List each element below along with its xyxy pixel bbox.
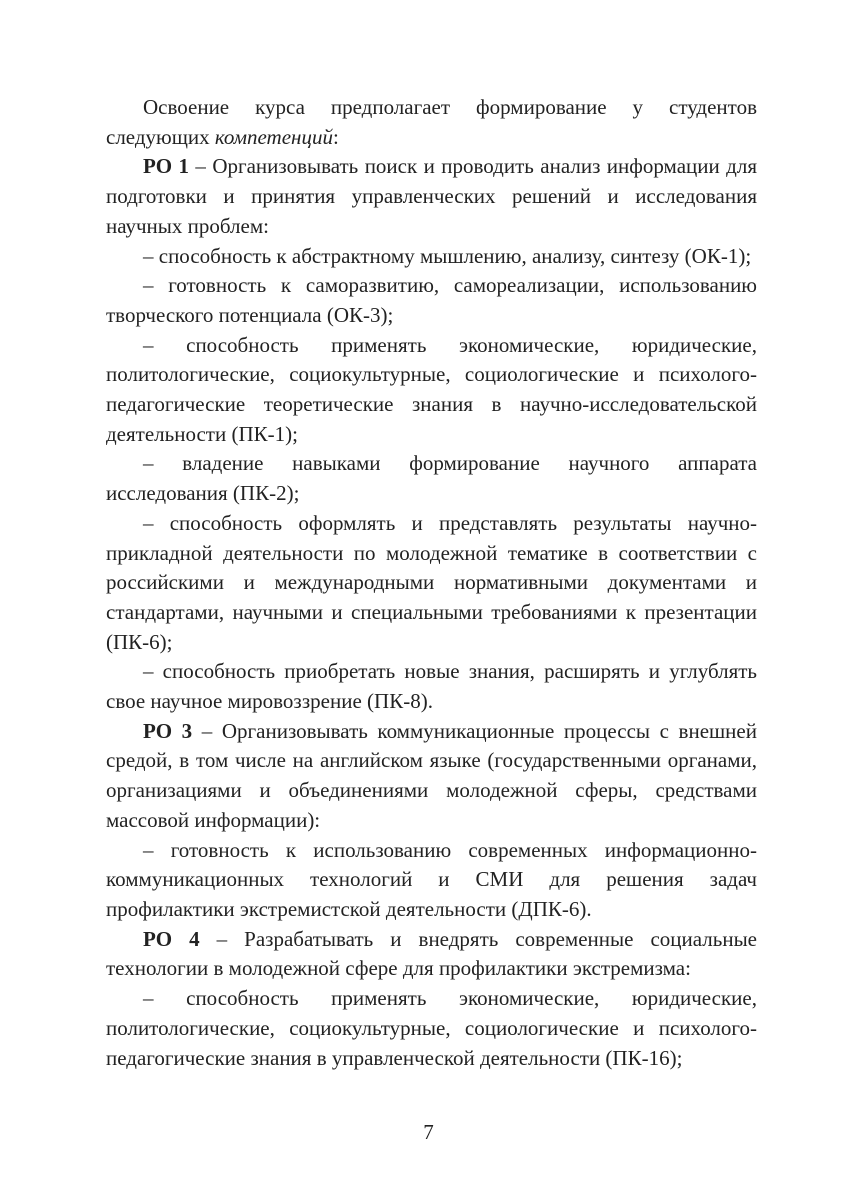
ro1-item: – владение навыками формирование научного аппарата исследования (ПК-2);	[106, 451, 757, 506]
page-content	[106, 93, 757, 1073]
ro1-label: РО 1	[143, 154, 189, 179]
ro1-item: – способность приобретать новые знания, расширять и углублять свое научное мировоззрение (ПК-8).	[106, 659, 757, 714]
ro1-text: – Организовывать поиск и проводить анализ информации для подготовки и принятия управленческих решений и исследования научных проблем:	[106, 154, 757, 238]
ro1-item: – способность оформлять и представлять результаты научно-прикладной деятельности по молодежной тематике в соответствии с российскими и международными нормативными документами и стандартами, научными и специальными требованиями к презентации (ПК-6);	[106, 510, 757, 654]
intro-paragraph	[106, 93, 757, 152]
intro-tail: :	[332, 124, 339, 149]
ro1-heading-paragraph	[106, 152, 757, 241]
ro1-item: – способность применять экономические, юридические, политологические, социокультурные, социологические и психолого-педагогические теоретические знания в научно-исследовательской деятельности (ПК-1);	[106, 332, 757, 446]
ro4-item: – способность применять экономические, юридические, политологические, социокультурные, социологические и психолого-педагогические знания в управленческой деятельности (ПК-16);	[106, 986, 757, 1070]
page-number: 7	[423, 1120, 434, 1144]
ro3-label: РО 3	[143, 718, 193, 743]
intro-text: Освоение курса предполагает формирование у студентов следующих	[106, 95, 757, 149]
intro-emphasis: компетенций	[214, 124, 333, 149]
ro3-text: – Организовывать коммуникационные процессы с внешней средой, в том числе на английском языке (государственными органами, организациями и объединениями молодежной сферы, средствами массовой информации):	[106, 718, 757, 832]
ro4-heading-paragraph	[106, 925, 757, 984]
ro3-item: – готовность к использованию современных информационно-коммуникационных технологий и СМИ для решения задач профилактики экстремистской деятельности (ДПК-6).	[106, 837, 757, 921]
ro4-label: РО 4	[143, 926, 200, 951]
ro4-text: – Разрабатывать и внедрять современные социальные технологии в молодежной сфере для профилактики экстремизма:	[106, 926, 758, 981]
ro1-item: – готовность к саморазвитию, самореализации, использованию творческого потенциала (ОК-3);	[106, 273, 757, 327]
ro3-heading-paragraph	[106, 717, 757, 836]
ro1-item: – способность к абстрактному мышлению, анализу, синтезу (ОК-1);	[143, 243, 752, 268]
